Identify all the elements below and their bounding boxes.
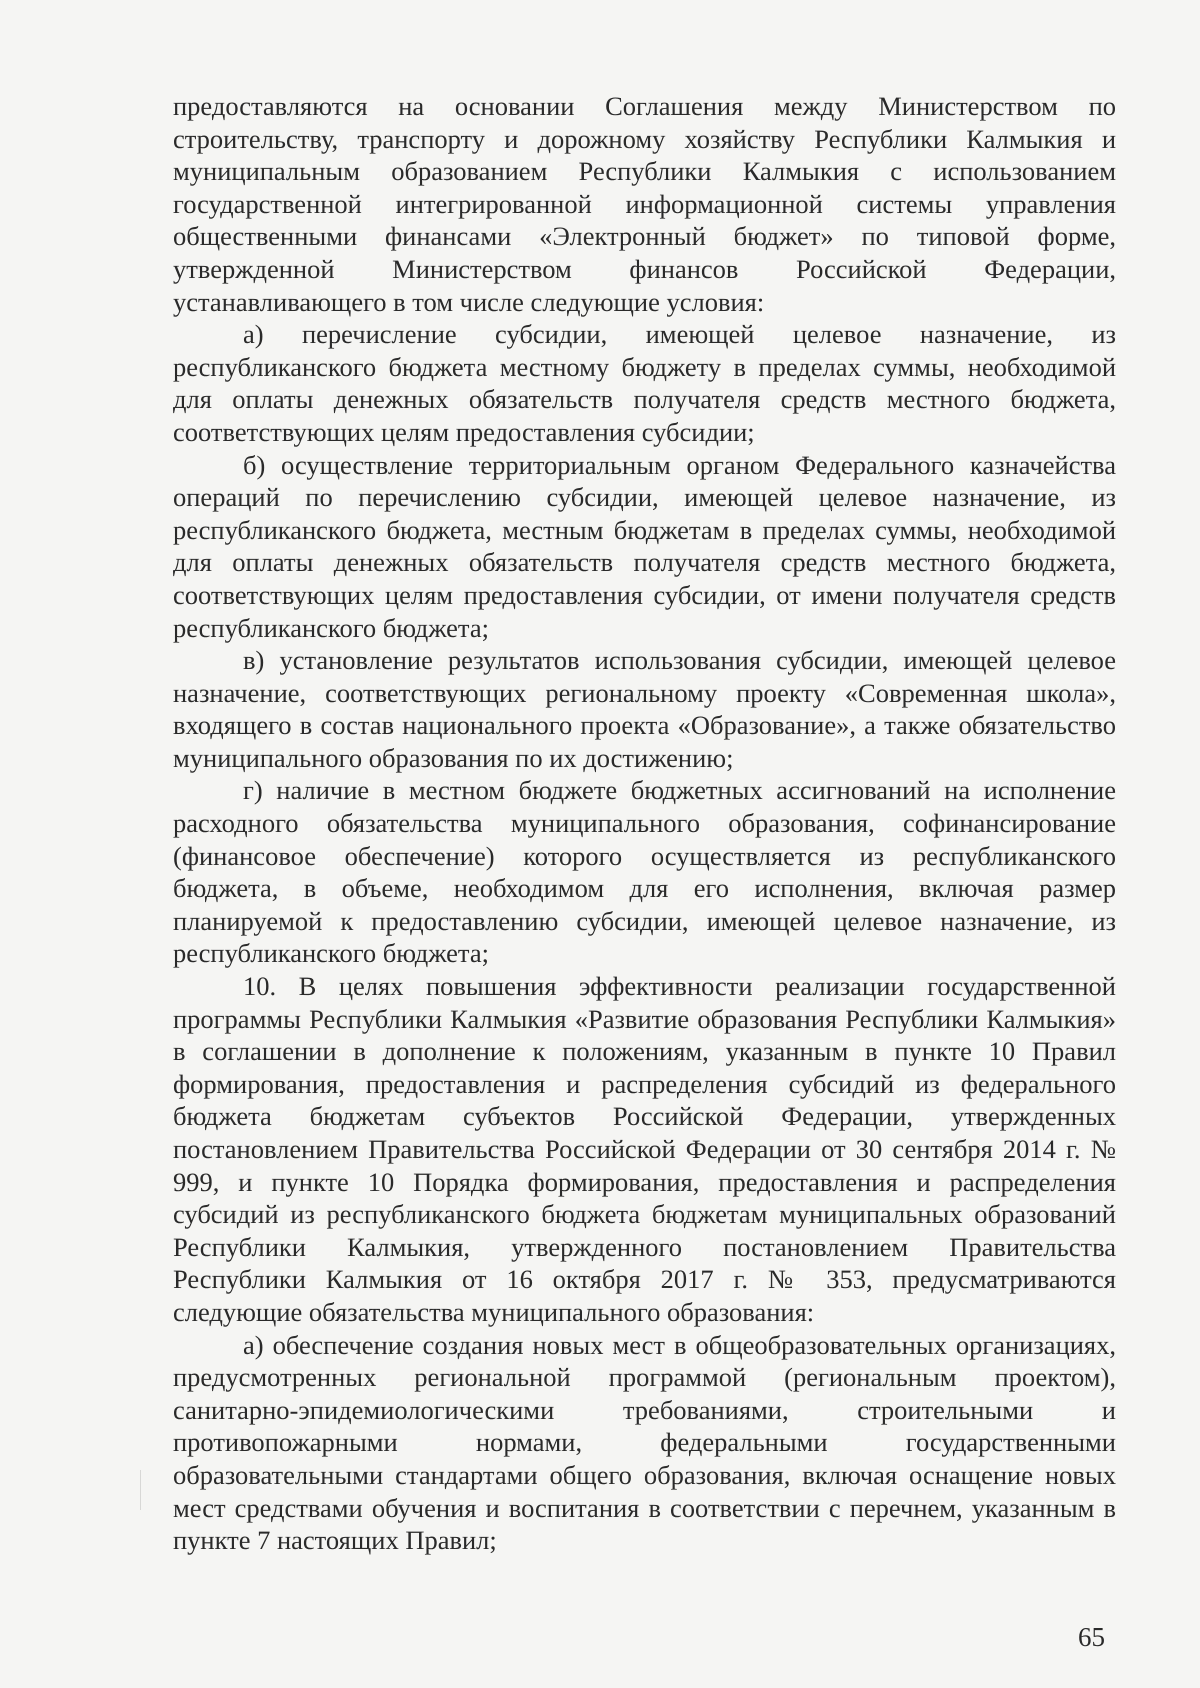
paragraph-clause-10: 10. В целях повышения эффективности реализации государственной программы Республики Калмыкия «Развитие образования Республики Калмыкия» в соглашении в дополнение к положениям, указанным в пункте 10 Правил формирования, предоставления и распределения субсидий из федерального бюджета бюджетам субъектов Российской Федерации, утвержденных постановлением Правительства Российской Федерации от 30 сентября 2014 г. № 999, и пункте 10 Порядка формирования, предоставления и распределения субсидий из республиканского бюджета бюджетам муниципальных образований Республики Калмыкия, утвержденного постановлением Правительства Республики Калмыкия от 16 октября 2017 г. № 353, предусматриваются следующие обязательства муниципального образования: (173, 971, 1116, 1327)
paragraph-intro: предоставляются на основании Соглашения между Министерством по строительству, транспорту и дорожному хозяйству Республики Калмыкия и муниципальным образованием Республики Калмыкия с использованием государственной интегрированной информационной системы управления общественными финансами «Электронный бюджет» по типовой форме, утвержденной Министерством финансов Российской Федерации, устанавливающего в том числе следующие условия: (173, 91, 1116, 317)
paragraph-item-g: г) наличие в местном бюджете бюджетных ассигнований на исполнение расходного обязательства муниципального образования, софинансирование (финансовое обеспечение) которого осуществляется из республиканского бюджета, в объеме, необходимом для его исполнения, включая размер планируемой к предоставлению субсидии, имеющей целевое назначение, из республиканского бюджета; (173, 775, 1116, 969)
paragraph-clause-10-item-a: а) обеспечение создания новых мест в общеобразовательных организациях, предусмотренных региональной программой (региональным проектом), санитарно-эпидемиологическими требованиями, строительными и противопожарными нормами, федеральными государственными образовательными стандартами общего образования, включая оснащение новых мест средствами обучения и воспитания в соответствии с перечнем, указанным в пункте 7 настоящих Правил; (173, 1329, 1116, 1556)
page-number: 65 (1078, 1622, 1105, 1652)
document-body (173, 90, 1116, 1557)
paragraph-item-b: б) осуществление территориальным органом Федерального казначейства операций по перечислению субсидии, имеющей целевое назначение, из республиканского бюджета, местным бюджетам в пределах суммы, необходимой для оплаты денежных обязательств получателя средств местного бюджета, соответствующих целям предоставления субсидии, от имени получателя средств республиканского бюджета; (173, 449, 1116, 643)
paragraph-item-v: в) установление результатов использования субсидии, имеющей целевое назначение, соответствующих региональному проекту «Современная школа», входящего в состав национального проекта «Образование», а также обязательство муниципального образования по их достижению; (173, 645, 1116, 773)
paragraph-item-a: а) перечисление субсидии, имеющей целевое назначение, из республиканского бюджета местному бюджету в пределах суммы, необходимой для оплаты денежных обязательств получателя средств местного бюджета, соответствующих целям предоставления субсидии; (173, 319, 1116, 447)
scan-margin-mark (140, 1470, 141, 1510)
